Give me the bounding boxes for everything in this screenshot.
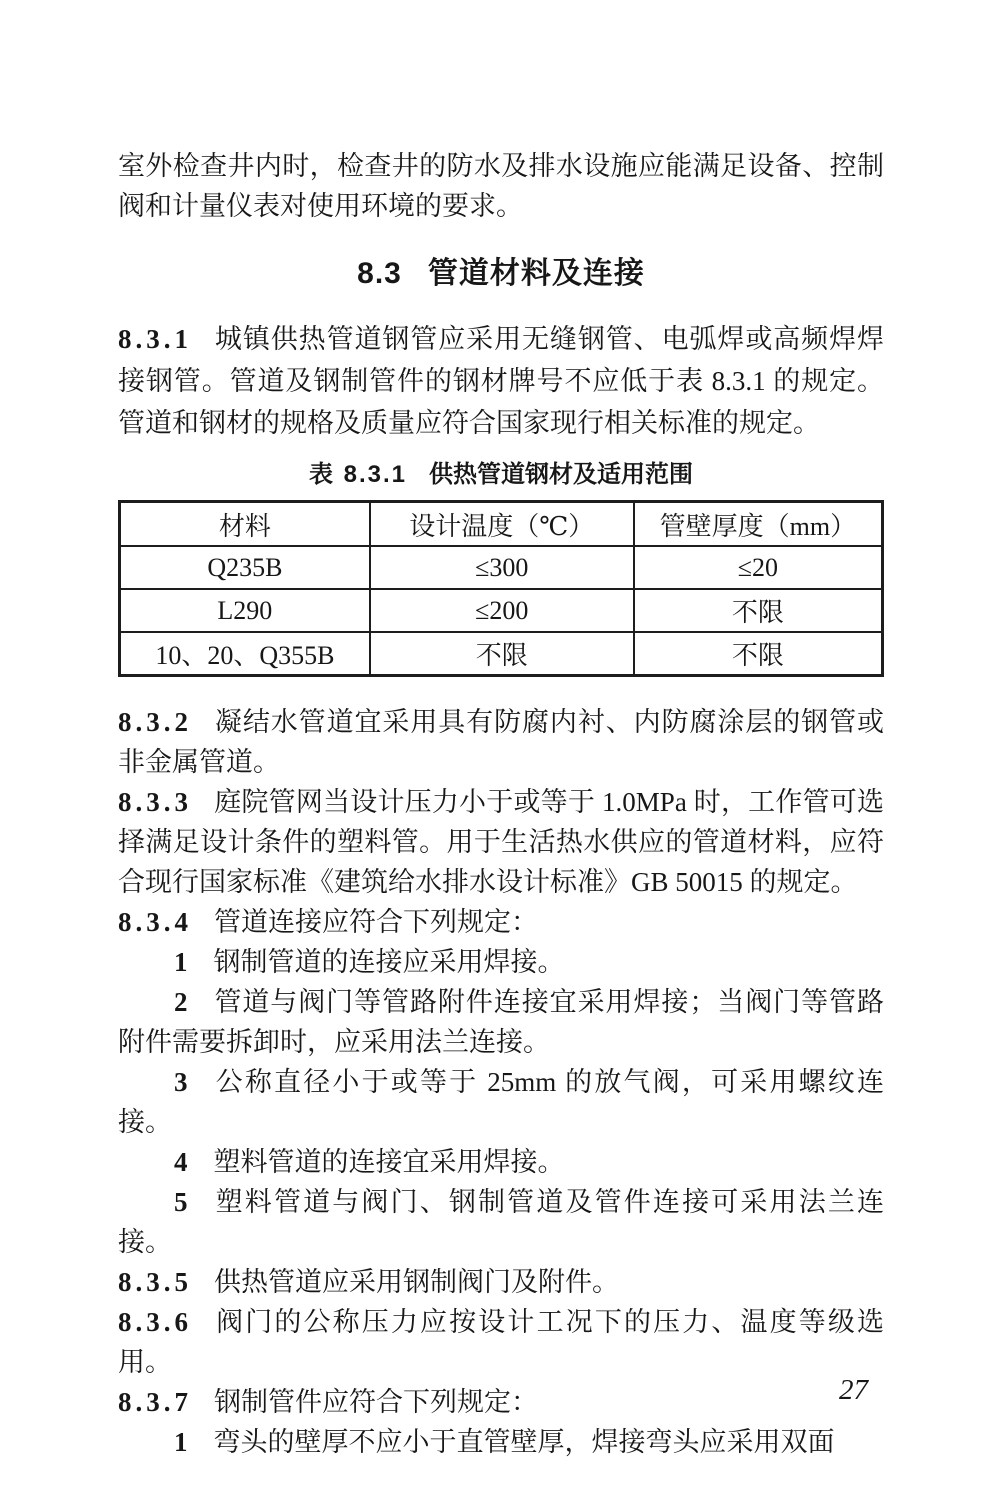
section-title: 管道材料及连接: [427, 257, 645, 290]
clause-8-3-4-item-5: [118, 1182, 884, 1262]
table-header-material: 材料: [120, 502, 370, 547]
clause-8-3-7-item-1: [118, 1422, 884, 1462]
table-header-row: [120, 502, 883, 547]
item-number: 1: [174, 1427, 188, 1457]
item-text: 塑料管道的连接宜采用焊接。: [213, 1147, 565, 1177]
clause-8-3-4: [118, 902, 884, 942]
item-number: 5: [174, 1187, 188, 1217]
item-text: 弯头的壁厚不应小于直管壁厚，焊接弯头应采用双面: [213, 1427, 835, 1457]
item-number: 1: [174, 947, 188, 977]
clause-8-3-4-item-2: [118, 982, 884, 1062]
clause-8-3-7: [118, 1382, 884, 1422]
item-number: 2: [174, 987, 188, 1017]
table-header-design-temperature: 设计温度（℃）: [370, 502, 634, 547]
clause-text: 管道连接应符合下列规定：: [214, 907, 538, 937]
clause-8-3-4-item-3: [118, 1062, 884, 1142]
clause-text: 城镇供热管道钢管应采用无缝钢管、电弧焊或高频焊焊接钢管。管道及钢制管件的钢材牌号不应低于表 8.3.1 的规定。管道和钢材的规格及质量应符合国家现行相关标准的规定。: [118, 324, 884, 438]
clause-text: 凝结水管道宜采用具有防腐内衬、内防腐涂层的钢管或非金属管道。: [118, 707, 884, 777]
clause-8-3-4-item-1: [118, 942, 884, 982]
table-caption-label: 表 8.3.1: [308, 461, 408, 488]
item-text: 钢制管道的连接应采用焊接。: [213, 947, 565, 977]
clause-8-3-1: [118, 318, 884, 444]
clause-8-3-5: [118, 1262, 884, 1302]
clause-number: 8.3.6: [118, 1307, 192, 1337]
intro-paragraph: 室外检查井内时，检查井的防水及排水设施应能满足设备、控制阀和计量仪表对使用环境的要求。: [118, 151, 884, 221]
table-cell: 不限: [634, 589, 883, 632]
table-cell: 不限: [370, 632, 634, 676]
item-text: 公称直径小于或等于 25mm 的放气阀，可采用螺纹连接。: [118, 1067, 884, 1137]
clause-number: 8.3.1: [118, 324, 192, 354]
page-number: 27: [839, 1374, 868, 1406]
section-heading: [118, 252, 884, 296]
clause-8-3-2: [118, 702, 884, 782]
table-row: [120, 546, 883, 589]
clause-text: 钢制管件应符合下列规定：: [214, 1387, 538, 1417]
clause-number: 8.3.5: [118, 1267, 192, 1297]
table-cell: 10、20、Q355B: [120, 632, 370, 676]
item-number: 4: [174, 1147, 188, 1177]
clause-number: 8.3.2: [118, 707, 192, 737]
table-caption-title: 供热管道钢材及适用范围: [429, 461, 694, 488]
clause-8-3-6: [118, 1302, 884, 1382]
clause-text: 庭院管网当设计压力小于或等于 1.0MPa 时，工作管可选择满足设计条件的塑料管。用于生活热水供应的管道材料，应符合现行国家标准《建筑给水排水设计标准》GB 50015 的规定。: [118, 787, 884, 897]
table-cell: Q235B: [120, 546, 370, 589]
item-number: 3: [174, 1067, 188, 1097]
clause-number: 8.3.4: [118, 907, 192, 937]
clause-8-3-3: [118, 782, 884, 902]
table-cell: L290: [120, 589, 370, 632]
item-text: 塑料管道与阀门、钢制管道及管件连接可采用法兰连接。: [118, 1187, 884, 1257]
table-caption: [118, 458, 884, 492]
table-row: [120, 632, 883, 676]
clause-number: 8.3.7: [118, 1387, 192, 1417]
table-cell: 不限: [634, 632, 883, 676]
item-text: 管道与阀门等管路附件连接宜采用焊接；当阀门等管路附件需要拆卸时，应采用法兰连接。: [118, 987, 884, 1057]
table-header-wall-thickness: 管壁厚度（mm）: [634, 502, 883, 547]
clause-8-3-4-item-4: [118, 1142, 884, 1182]
table-cell: ≤200: [370, 589, 634, 632]
table-cell: ≤300: [370, 546, 634, 589]
table-row: [120, 589, 883, 632]
page-content: [118, 0, 884, 1462]
section-number: 8.3: [357, 257, 402, 290]
clause-text: 供热管道应采用钢制阀门及附件。: [214, 1267, 619, 1297]
steel-grades-table: [118, 500, 884, 677]
clause-text: 阀门的公称压力应按设计工况下的压力、温度等级选用。: [118, 1307, 884, 1377]
table-cell: ≤20: [634, 546, 883, 589]
clause-number: 8.3.3: [118, 787, 192, 817]
